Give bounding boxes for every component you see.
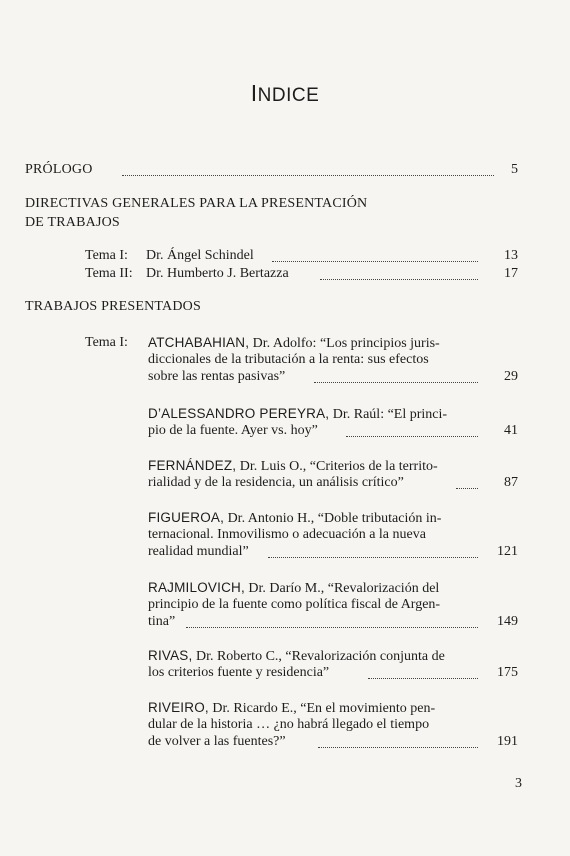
dot-leader [368, 677, 478, 679]
entry-page: 29 [504, 369, 518, 384]
entry-text: Dr. Adolfo: “Los principios juris- [249, 336, 440, 351]
directivas-tema-2: Tema II: [85, 266, 133, 281]
entry-line: pio de la fuente. Ayer vs. hoy” [148, 423, 318, 438]
entry-author: RAJMILOVICH, [148, 580, 245, 595]
entry-line: sobre las rentas pasivas” [148, 369, 286, 384]
entry-line: tina” [148, 614, 176, 629]
directivas-page-1: 13 [504, 248, 518, 263]
directivas-tema-1: Tema I: [85, 248, 128, 263]
entry-author: RIVAS, [148, 648, 193, 663]
entry-page: 41 [504, 423, 518, 438]
entry-line: ternacional. Inmovilismo o adecuación a la nueva [148, 527, 426, 542]
page-title [0, 80, 570, 107]
entry-line: realidad mundial” [148, 544, 249, 559]
dot-leader [268, 556, 478, 558]
dot-leader [186, 626, 478, 628]
dot-leader [122, 174, 494, 176]
entry-page: 149 [497, 614, 518, 629]
entry-author: ATCHABAHIAN, [148, 335, 250, 350]
directivas-name-2: Dr. Humberto J. Bertazza [146, 266, 289, 281]
directivas-heading-line1: DIRECTIVAS GENERALES PARA LA PRESENTACIÓN [25, 196, 368, 211]
entry-author: RIVEIRO, [148, 700, 209, 715]
entry-text: Dr. Raúl: “El princi- [329, 407, 448, 422]
entry-author: FIGUEROA, [148, 510, 225, 525]
dot-leader [346, 435, 478, 437]
directivas-page-2: 17 [504, 266, 518, 281]
entry-text: Dr. Luis O., “Criterios de la territo- [236, 459, 438, 474]
prologo-label: PRÓLOGO [25, 162, 93, 177]
entry-page: 191 [497, 734, 518, 749]
dot-leader [318, 746, 478, 748]
prologo-page: 5 [511, 162, 518, 177]
entry-line: los criterios fuente y residencia” [148, 665, 330, 680]
entry-author: FERNÁNDEZ, [148, 458, 237, 473]
dot-leader [320, 278, 478, 280]
entry-line: rialidad y de la residencia, un análisis crítico” [148, 475, 404, 490]
entry-text: Dr. Antonio H., “Doble tributación in- [224, 511, 442, 526]
directivas-heading-line2: DE TRABAJOS [25, 215, 120, 230]
page-number: 3 [515, 776, 522, 791]
entry-line: diccionales de la tributación a la renta: sus efectos [148, 352, 429, 367]
trabajos-tema: Tema I: [85, 335, 128, 350]
entry-page: 121 [497, 544, 518, 559]
entry-author: D’ALESSANDRO PEREYRA, [148, 406, 330, 421]
entry-line: dular de la historia … ¿no habrá llegado el tiempo [148, 717, 430, 732]
dot-leader [272, 260, 478, 262]
dot-leader [456, 487, 478, 489]
title-initial: I [250, 80, 258, 106]
entry-text: Dr. Ricardo E., “En el movimiento pen- [208, 701, 436, 716]
entry-page: 175 [497, 665, 518, 680]
trabajos-heading: TRABAJOS PRESENTADOS [25, 299, 201, 314]
entry-text: Dr. Darío M., “Revalorización del [244, 581, 440, 596]
dot-leader [314, 381, 478, 383]
directivas-name-1: Dr. Ángel Schindel [146, 248, 254, 263]
entry-page: 87 [504, 475, 518, 490]
entry-text: Dr. Roberto C., “Revalorización conjunta de [192, 649, 445, 664]
entry-line: de volver a las fuentes?” [148, 734, 286, 749]
entry-line: principio de la fuente como política fiscal de Argen- [148, 597, 441, 612]
title-rest: NDICE [257, 85, 320, 106]
